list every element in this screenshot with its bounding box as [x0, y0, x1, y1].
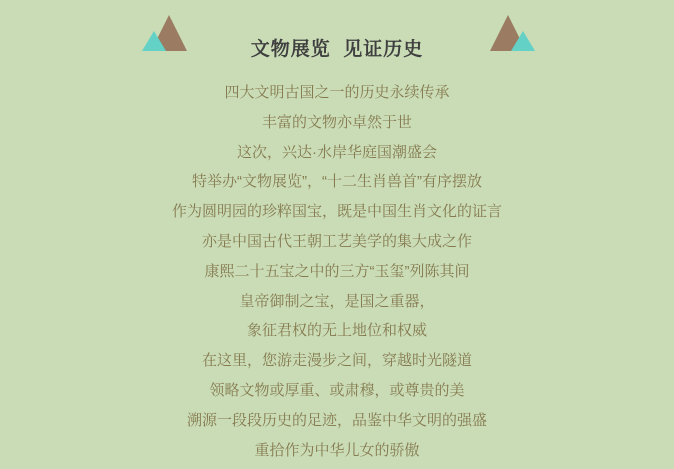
text-line: 象征君权的无上地位和权威 [246, 322, 427, 340]
text-line: 四大文明古国之一的历史永续传承 [224, 84, 450, 101]
page-header [0, 0, 674, 62]
body-text-block [0, 78, 674, 465]
text-line: 溯源一段段历史的足迹，品鉴中华文明的强盛 [186, 411, 487, 429]
text-line: 重拾作为中华儿女的骄傲 [254, 441, 420, 459]
text-line: 领略文物或厚重、或肃穆，或尊贵的美 [209, 381, 465, 399]
text-line: 康熙二十五宝之中的三方“玉玺”列陈其间 [204, 262, 470, 280]
page-title: 文物展览 见证历史 [250, 38, 424, 60]
text-line: 丰富的文物亦卓然于世 [261, 113, 412, 131]
text-line: 作为圆明园的珍粹国宝，既是中国生肖文化的证言 [171, 203, 502, 221]
text-line: 皇帝御制之宝，是国之重器， [239, 292, 435, 310]
text-line: 在这里，您游走漫步之间，穿越时光隧道 [201, 352, 472, 370]
text-line: 特举办“文物展览”，“十二生肖兽首”有序摆放 [192, 173, 482, 191]
text-line: 这次，兴达·水岸华庭国潮盛会 [237, 143, 437, 161]
mountains-icon [489, 14, 535, 51]
text-line: 亦是中国古代王朝工艺美学的集大成之作 [201, 232, 472, 250]
